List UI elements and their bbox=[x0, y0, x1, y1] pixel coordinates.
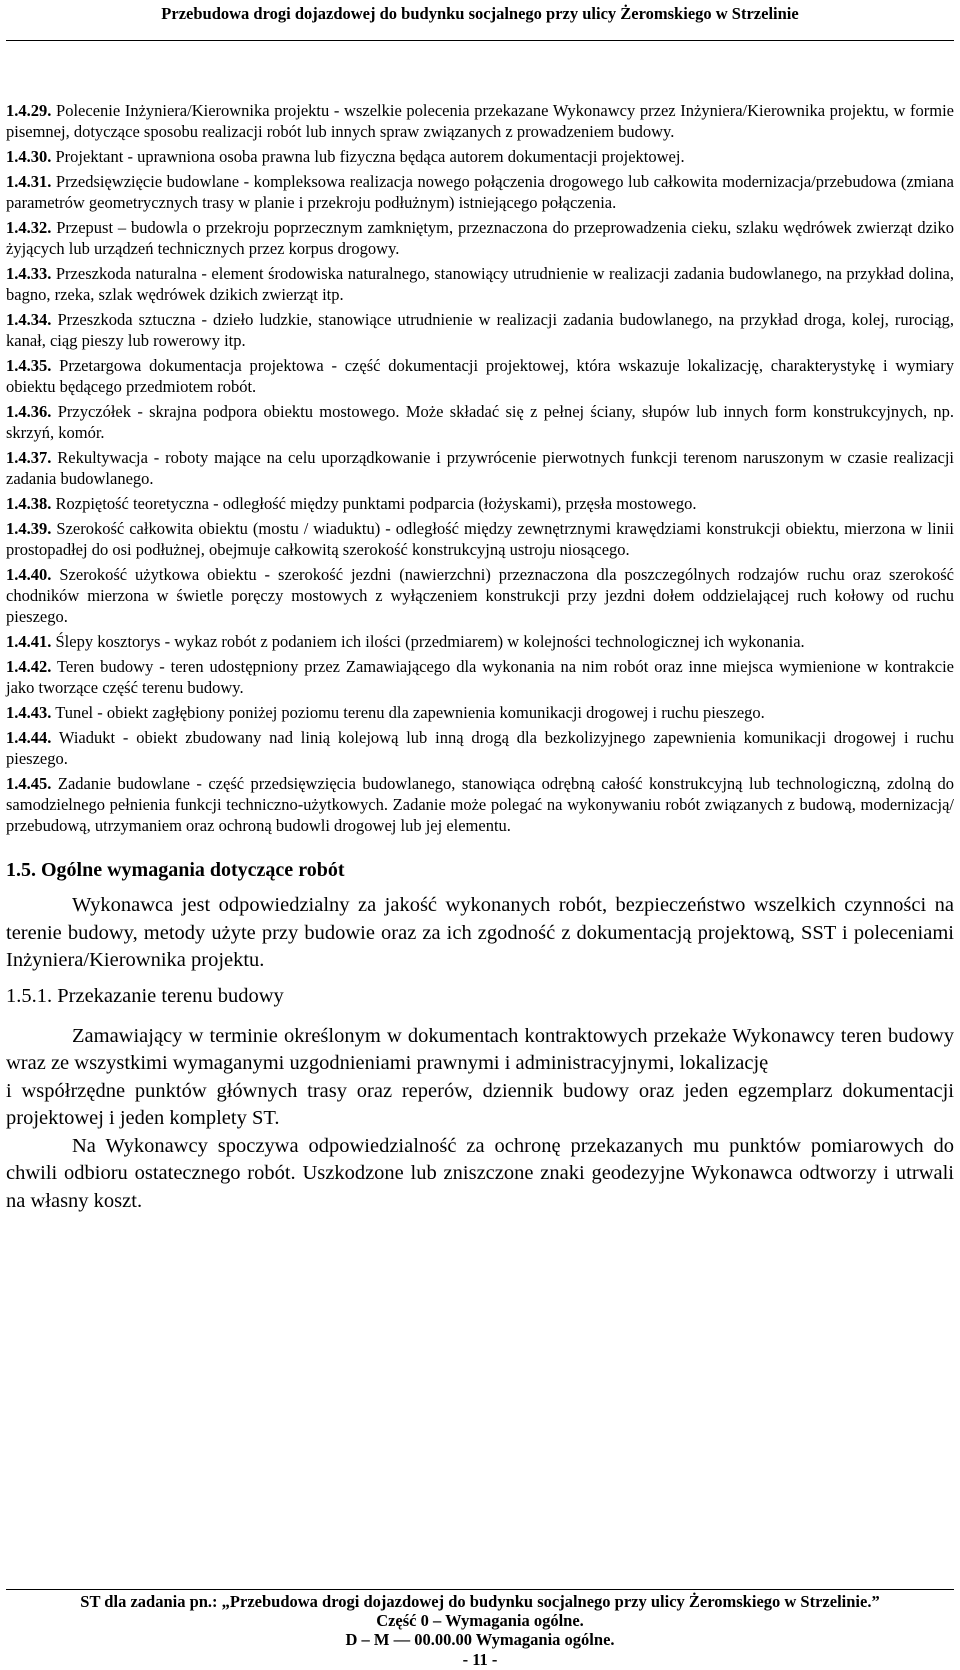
definition-item bbox=[6, 355, 954, 397]
definition-text: Przetargowa dokumentacja projektowa - część dokumentacji projektowej, która wskazuje lokalizację, charakterystykę i wymiary obiektu będącego przedmiotem robót. bbox=[6, 356, 955, 396]
definition-number: 1.4.34. bbox=[6, 310, 52, 329]
definition-text: Teren budowy - teren udostępniony przez Zamawiającego dla wykonania na nim robót oraz inne miejsca wymienione w kontrakcie jako tworzące część terenu budowy. bbox=[6, 657, 954, 697]
definition-text: Polecenie Inżyniera/Kierownika projektu - wszelkie polecenia przekazane Wykonawcy przez Inżyniera/Kierownika projektu, w formie pisemnej, dotyczące sposobu realizacji robót lub innych spraw związanych z prowadzeniem budowy. bbox=[6, 101, 954, 141]
definition-item bbox=[6, 518, 954, 560]
section-title: 1.5. Ogólne wymagania dotyczące robót bbox=[6, 859, 345, 881]
definition-text: Tunel - obiekt zagłębiony poniżej poziomu terenu dla zapewnienia komunikacji drogowej i ruchu pieszego. bbox=[55, 703, 765, 722]
definition-text: Projektant - uprawniona osoba prawna lub fizyczna będąca autorem dokumentacji projektowej. bbox=[55, 147, 685, 166]
definition-text: Ślepy kosztorys - wykaz robót z podaniem ich ilości (przedmiarem) w kolejności technologicznej ich wykonania. bbox=[55, 632, 805, 651]
definition-number: 1.4.32. bbox=[6, 218, 52, 237]
definition-number: 1.4.44. bbox=[6, 728, 52, 747]
definition-item bbox=[6, 171, 954, 213]
definition-item bbox=[6, 217, 954, 259]
footer-title: ST dla zadania pn.: „Przebudowa drogi dojazdowej do budynku socjalnego przy ulicy Żeromskiego w Strzelinie.” bbox=[80, 1592, 880, 1611]
definition-number: 1.4.33. bbox=[6, 264, 52, 283]
definition-number: 1.4.35. bbox=[6, 356, 52, 375]
definition-item bbox=[6, 401, 954, 443]
document-body bbox=[6, 100, 954, 1215]
definition-text: Zadanie budowlane - część przedsięwzięcia budowlanego, stanowiąca odrębną całość konstrukcyjną lub technologiczną, zdolną do samodzielnego pełnienia funkcji techniczno-użytkowych. Zadanie może polegać na wykonywaniu robót związanych z budową, modernizacją/ przebudową, utrzymaniem oraz ochroną budowli drogowej lub jej elementu. bbox=[6, 774, 955, 835]
definition-text: Przepust – budowla o przekroju poprzecznym zamkniętym, przeznaczona do przeprowadzenia cieku, szlaku wędrówek zwierząt dziko żyjących lub urządzeń technicznych przez korpus drogowy. bbox=[6, 218, 955, 258]
definition-text: Przeszkoda naturalna - element środowiska naturalnego, stanowiący utrudnienie w realizacji zadania budowlanego, na przykład dolina, bagno, rzeka, szlak wędrówek dzikich zwierząt itp. bbox=[6, 264, 954, 304]
footer-part: Część 0 – Wymagania ogólne. bbox=[376, 1611, 584, 1630]
definition-text: Szerokość całkowita obiektu (mostu / wiaduktu) - odległość między zewnętrznymi krawędziami konstrukcji obiektu, mierzona w linii prostopadłej do osi podłużnej, obejmuje całkowitą szerokość konstrukcyjną ustroju niosącego. bbox=[6, 519, 954, 559]
definition-text: Rekultywacja - roboty mające na celu uporządkowanie i przywrócenie pierwotnych funkcji terenom naruszonym w czasie realizacji zadania budowlanego. bbox=[6, 448, 954, 488]
definition-item bbox=[6, 727, 954, 769]
definition-text: Przedsięwzięcie budowlane - kompleksowa realizacja nowego połączenia drogowego lub całkowita modernizacja/przebudowa (zmiana parametrów geometrycznych trasy w planie i przekroju podłużnym) istniejącego połączenia. bbox=[6, 172, 955, 212]
definition-item bbox=[6, 263, 954, 305]
definition-number: 1.4.43. bbox=[6, 703, 52, 722]
definition-item bbox=[6, 631, 954, 652]
section-paragraph: Wykonawca jest odpowiedzialny za jakość wykonanych robót, bezpieczeństwo wszelkich czynności na terenie budowy, metody użyte przy budowie oraz za ich zgodność z dokumentacją projektową, SST i poleceniami Inżyniera/Kierownika projektu. bbox=[6, 894, 954, 971]
definition-number: 1.4.38. bbox=[6, 494, 52, 513]
definition-number: 1.4.40. bbox=[6, 565, 52, 584]
definition-number: 1.4.37. bbox=[6, 448, 52, 467]
footer-divider bbox=[6, 1589, 954, 1590]
definition-number: 1.4.45. bbox=[6, 774, 52, 793]
definition-text: Przeszkoda sztuczna - dzieło ludzkie, stanowiące utrudnienie w realizacji zadania budowlanego, na przykład droga, kolej, rurociąg, kanał, ciąg pieszy lub rowerowy itp. bbox=[6, 310, 955, 350]
subsection-title: 1.5.1. Przekazanie terenu budowy bbox=[6, 984, 284, 1007]
definition-number: 1.4.41. bbox=[6, 632, 52, 651]
definition-item bbox=[6, 702, 954, 723]
definition-item bbox=[6, 146, 954, 167]
definition-text: Szerokość użytkowa obiektu - szerokość jezdni (nawierzchni) przeznaczona dla poszczególnych rodzajów ruchu oraz szerokość chodników mierzona w świetle poręczy mostowych z wyłączeniem konstrukcji przy jezdni dołem oddzielającej ruch kołowy od ruchu pieszego. bbox=[6, 565, 954, 626]
definition-item bbox=[6, 309, 954, 351]
footer-spec: D – M — 00.00.00 Wymagania ogólne. bbox=[345, 1630, 615, 1649]
definition-text: Wiadukt - obiekt zbudowany nad linią kolejową lub inną drogą dla bezkolizyjnego zapewnienia komunikacji drogowej i ruchu pieszego. bbox=[6, 728, 954, 768]
definition-item bbox=[6, 773, 954, 836]
definition-text: Przyczółek - skrajna podpora obiektu mostowego. Może składać się z pełnej ściany, słupów lub innych form konstrukcyjnych, np. skrzyń, komór. bbox=[6, 402, 955, 442]
page-header: Przebudowa drogi dojazdowej do budynku socjalnego przy ulicy Żeromskiego w Strzelinie bbox=[161, 4, 799, 23]
definition-number: 1.4.36. bbox=[6, 402, 52, 421]
subsection-paragraph-2: Na Wykonawcy spoczywa odpowiedzialność za ochronę przekazanych mu punktów pomiarowych do chwili odbioru ostatecznego robót. Uszkodzone lub zniszczone znaki geodezyjne Wykonawca odtworzy i utrwali na własny koszt. bbox=[6, 1134, 954, 1212]
definition-item bbox=[6, 564, 954, 627]
header-divider bbox=[6, 40, 954, 41]
definition-number: 1.4.30. bbox=[6, 147, 52, 166]
definitions-list bbox=[6, 100, 954, 836]
definition-item bbox=[6, 493, 954, 514]
definition-number: 1.4.29. bbox=[6, 101, 52, 120]
subsection-paragraph-continued: i współrzędne punktów głównych trasy oraz reperów, dziennik budowy oraz jeden egzemplarz dokumentacji projektowej i jeden komplety ST. bbox=[6, 1079, 954, 1129]
definition-number: 1.4.39. bbox=[6, 519, 52, 538]
definition-item bbox=[6, 100, 954, 142]
definition-item bbox=[6, 656, 954, 698]
definition-item bbox=[6, 447, 954, 489]
definition-number: 1.4.42. bbox=[6, 657, 52, 676]
subsection-paragraph: Zamawiający w terminie określonym w dokumentach kontraktowych przekaże Wykonawcy teren budowy wraz ze wszystkimi wymaganymi uzgodnieniami prawnymi i administracyjnymi, lokalizację bbox=[6, 1024, 954, 1074]
definition-text: Rozpiętość teoretyczna - odległość między punktami podparcia (łożyskami), przęsła mostowego. bbox=[55, 494, 697, 513]
page-number: - 11 - bbox=[462, 1650, 498, 1669]
definition-number: 1.4.31. bbox=[6, 172, 52, 191]
